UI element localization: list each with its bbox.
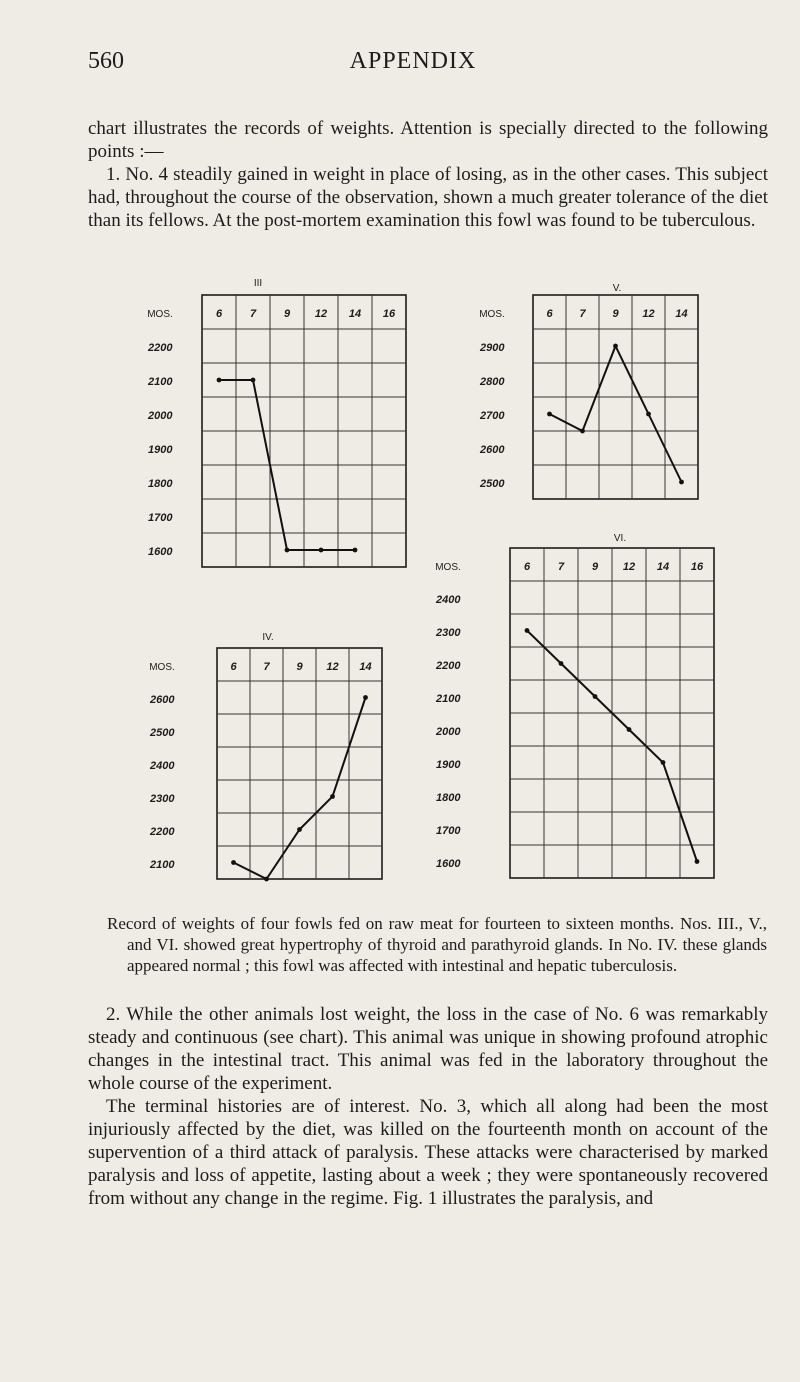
y-tick-label: 2900 bbox=[480, 342, 505, 354]
y-tick-label: 2300 bbox=[150, 793, 175, 805]
x-tick-label: 12 bbox=[622, 561, 636, 573]
weight-data-point bbox=[363, 695, 368, 700]
running-head: APPENDIX bbox=[349, 48, 477, 74]
y-tick-label: 2000 bbox=[148, 410, 173, 422]
x-tick-label: 12 bbox=[314, 308, 328, 320]
x-tick-label: 14 bbox=[348, 308, 362, 320]
x-tick-label: 7 bbox=[249, 308, 257, 320]
x-tick-label: 7 bbox=[579, 308, 586, 320]
x-tick-label: 9 bbox=[296, 661, 303, 673]
x-tick-label: 16 bbox=[382, 308, 396, 320]
weight-data-point bbox=[547, 412, 552, 417]
page-number: 560 bbox=[88, 48, 124, 74]
x-tick-label: 14 bbox=[656, 561, 670, 573]
weight-data-point bbox=[319, 548, 324, 553]
y-tick-label: 2600 bbox=[480, 444, 505, 456]
y-tick-label: 1800 bbox=[148, 478, 173, 490]
weight-data-point bbox=[217, 378, 222, 383]
y-tick-label: 2100 bbox=[150, 859, 175, 871]
x-tick-label: 7 bbox=[557, 561, 565, 573]
x-tick-label: 14 bbox=[675, 308, 688, 320]
x-tick-label: 9 bbox=[283, 308, 291, 320]
weight-data-point bbox=[627, 727, 632, 732]
y-tick-label: 2700 bbox=[480, 410, 505, 422]
point-one-paragraph: 1. No. 4 steadily gained in weight in place of losing, as in the other cases. This subject had, throughout the course of the observation, shown a much greater tolerance of the diet than its fellows. At the post-mortem examination this fowl was found to be tuberculous. bbox=[88, 164, 768, 231]
weight-data-point bbox=[231, 860, 236, 865]
weight-series-line bbox=[550, 346, 682, 482]
x-tick-label: 6 bbox=[523, 561, 531, 573]
axis-title: MOS. bbox=[149, 662, 175, 673]
axis-title: MOS. bbox=[479, 309, 505, 320]
weight-data-point bbox=[661, 760, 666, 765]
chart-label: IV. bbox=[262, 632, 274, 643]
y-tick-label: 1700 bbox=[148, 512, 173, 524]
weight-data-point bbox=[695, 859, 700, 864]
x-tick-label: 12 bbox=[642, 308, 655, 320]
y-tick-label: 2200 bbox=[150, 826, 175, 838]
chart-label: VI. bbox=[613, 533, 627, 544]
y-tick-label: 1700 bbox=[436, 825, 461, 837]
x-tick-label: 9 bbox=[612, 308, 619, 320]
y-tick-label: 2400 bbox=[150, 760, 175, 772]
y-tick-label: 2100 bbox=[436, 693, 461, 705]
y-tick-label: 1600 bbox=[148, 546, 173, 558]
y-tick-label: 2400 bbox=[436, 594, 461, 606]
y-tick-label: 2200 bbox=[148, 342, 173, 354]
weight-data-point bbox=[580, 429, 585, 434]
y-tick-label: 1900 bbox=[436, 759, 461, 771]
terminal-histories-paragraph: The terminal histories are of interest. No. 3, which all along had been the most injuriously affected by the diet, was killed on the fourteenth month on account of the supervention of a third attack of paralysis. These attacks were characterised by marked paralysis and loss of appetite, lasting about a week ; they were spontaneously recovered from without any change in the regime. Fig. 1 illustrates the paralysis, and bbox=[88, 1096, 768, 1209]
figure-caption bbox=[107, 913, 767, 976]
weight-series-line bbox=[234, 698, 366, 880]
x-tick-label: 16 bbox=[690, 561, 704, 573]
chart-label: III bbox=[253, 278, 263, 289]
y-tick-label: 2500 bbox=[480, 478, 505, 490]
chart-frame bbox=[217, 648, 382, 879]
weight-data-point bbox=[646, 412, 651, 417]
body-text bbox=[88, 1003, 768, 1210]
x-tick-label: 12 bbox=[326, 661, 339, 673]
x-tick-label: 7 bbox=[263, 661, 270, 673]
weight-data-point bbox=[353, 548, 358, 553]
weight-data-point bbox=[679, 480, 684, 485]
weight-data-point bbox=[330, 794, 335, 799]
y-tick-label: 1600 bbox=[436, 858, 461, 870]
weight-data-point bbox=[264, 877, 269, 882]
x-tick-label: 14 bbox=[359, 661, 372, 673]
x-tick-label: 6 bbox=[230, 661, 237, 673]
x-tick-label: 6 bbox=[215, 308, 223, 320]
weight-data-point bbox=[613, 344, 618, 349]
y-tick-label: 2100 bbox=[148, 376, 173, 388]
weight-data-point bbox=[525, 628, 530, 633]
y-tick-label: 2500 bbox=[150, 727, 175, 739]
weight-data-point bbox=[593, 694, 598, 699]
y-tick-label: 2000 bbox=[436, 726, 461, 738]
chart-label: V. bbox=[612, 283, 622, 294]
intro-paragraph: chart illustrates the records of weights. Attention is specially directed to the following points :— bbox=[88, 118, 768, 162]
weight-data-point bbox=[285, 548, 290, 553]
y-tick-label: 2600 bbox=[150, 694, 175, 706]
y-tick-label: 2200 bbox=[436, 660, 461, 672]
weight-data-point bbox=[251, 378, 256, 383]
x-tick-label: 9 bbox=[591, 561, 599, 573]
y-tick-label: 1800 bbox=[436, 792, 461, 804]
x-tick-label: 6 bbox=[546, 308, 553, 320]
caption-text: Record of weights of four fowls fed on raw meat for fourteen to sixteen months. Nos. III., V., and VI. showed great hypertrophy of thyroid and parathyroid glands. In No. IV. these glands appeared normal ; this fowl was affected with intestinal and hepatic tuberculosis. bbox=[107, 914, 767, 975]
point-two-paragraph: 2. While the other animals lost weight, the loss in the case of No. 6 was remarkably steady and continuous (see chart). This animal was unique in showing profound atrophic changes in the intestinal tract. This animal was fed in the laboratory throughout the whole course of the experiment. bbox=[88, 1004, 768, 1094]
y-tick-label: 2300 bbox=[436, 627, 461, 639]
axis-title: MOS. bbox=[147, 309, 173, 320]
weight-data-point bbox=[559, 661, 564, 666]
y-tick-label: 2800 bbox=[480, 376, 505, 388]
y-tick-label: 1900 bbox=[148, 444, 173, 456]
weight-data-point bbox=[297, 827, 302, 832]
axis-title: MOS. bbox=[435, 562, 461, 573]
